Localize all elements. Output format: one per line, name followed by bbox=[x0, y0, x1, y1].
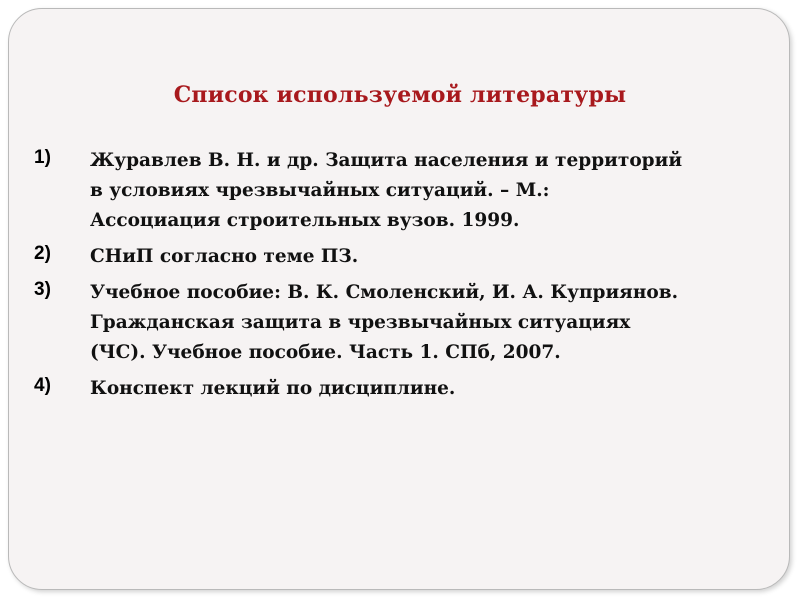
reference-number: 1) bbox=[34, 147, 51, 168]
reference-line: Журавлев В. Н. и др. Защита населения и территорий bbox=[90, 150, 683, 171]
reference-line: Гражданская защита в чрезвычайных ситуациях bbox=[90, 312, 631, 333]
reference-item-1 bbox=[34, 146, 774, 236]
reference-line: Конспект лекций по дисциплине. bbox=[90, 378, 456, 399]
reference-line: Учебное пособие: В. К. Смоленский, И. А. Куприянов. bbox=[90, 282, 679, 303]
reference-line: в условиях чрезвычайных ситуаций. – М.: bbox=[90, 180, 550, 201]
reference-line: (ЧС). Учебное пособие. Часть 1. СПб, 2007. bbox=[90, 342, 561, 363]
reference-number: 3) bbox=[34, 279, 51, 300]
reference-line: СНиП согласно теме ПЗ. bbox=[90, 246, 359, 267]
reference-list bbox=[34, 146, 774, 410]
reference-item-4 bbox=[34, 374, 774, 404]
slide-title: Список используемой литературы bbox=[173, 82, 627, 108]
reference-number: 2) bbox=[34, 243, 51, 264]
reference-number: 4) bbox=[34, 375, 51, 396]
reference-line: Ассоциация строительных вузов. 1999. bbox=[90, 210, 520, 231]
reference-item-2 bbox=[34, 242, 774, 272]
reference-item-3 bbox=[34, 278, 774, 368]
